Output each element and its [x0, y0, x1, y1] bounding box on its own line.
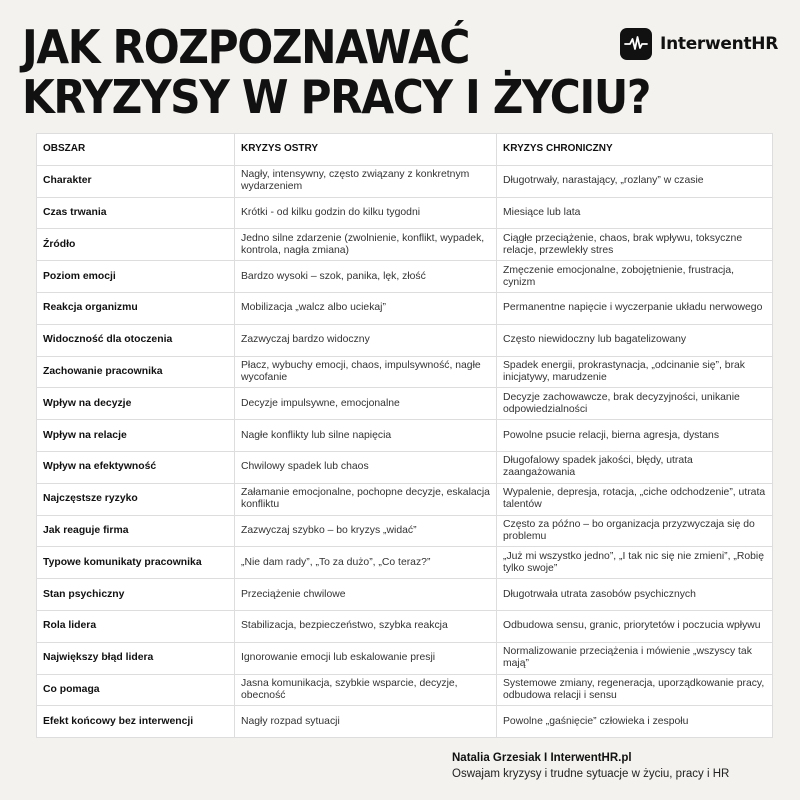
cell-chronic: Ciągłe przeciążenie, chaos, brak wpływu, toksyczne relacje, przewlekły stres [497, 229, 773, 261]
cell-chronic: Permanentne napięcie i wyczerpanie układu nerwowego [497, 292, 773, 324]
cell-chronic: Systemowe zmiany, regeneracja, uporządkowanie pracy, odbudowa relacji i sensu [497, 674, 773, 706]
cell-area: Co pomaga [37, 674, 235, 706]
cell-area: Efekt końcowy bez interwencji [37, 706, 235, 738]
cell-chronic: Często niewidoczny lub bagatelizowany [497, 324, 773, 356]
cell-acute: Decyzje impulsywne, emocjonalne [235, 388, 497, 420]
cell-chronic: Normalizowanie przeciążenia i mówienie „wszyscy tak mają” [497, 642, 773, 674]
table-row [37, 579, 773, 611]
cell-acute: Jasna komunikacja, szybkie wsparcie, decyzje, obecność [235, 674, 497, 706]
cell-chronic: Długotrwały, narastający, „rozlany” w czasie [497, 165, 773, 197]
table-header-row [37, 134, 773, 166]
header-acute: KRYZYS OSTRY [235, 134, 497, 166]
table-row [37, 229, 773, 261]
title-line-2: KRYZYSY W PRACY I ŻYCIU? [22, 70, 651, 124]
table-row [37, 165, 773, 197]
comparison-table-container [36, 133, 772, 738]
table-row [37, 420, 773, 452]
brand-name: InterwentHR [660, 34, 778, 54]
footer-tagline: Oswajam kryzysy i trudne sytuacje w życiu, pracy i HR [452, 768, 730, 780]
cell-chronic: Powolne psucie relacji, bierna agresja, dystans [497, 420, 773, 452]
cell-acute: Jedno silne zdarzenie (zwolnienie, konflikt, wypadek, kontrola, nagła zmiana) [235, 229, 497, 261]
cell-area: Typowe komunikaty pracownika [37, 547, 235, 579]
cell-area: Wpływ na decyzje [37, 388, 235, 420]
cell-area: Rola lidera [37, 610, 235, 642]
table-row [37, 261, 773, 293]
table-row [37, 197, 773, 229]
cell-acute: „Nie dam rady”, „To za dużo”, „Co teraz?” [235, 547, 497, 579]
cell-acute: Chwilowy spadek lub chaos [235, 451, 497, 483]
table-row [37, 388, 773, 420]
cell-acute: Zazwyczaj bardzo widoczny [235, 324, 497, 356]
cell-chronic: Zmęczenie emocjonalne, zobojętnienie, frustracja, cynizm [497, 261, 773, 293]
cell-acute: Stabilizacja, bezpieczeństwo, szybka reakcja [235, 610, 497, 642]
table-row [37, 706, 773, 738]
cell-acute: Nagłe konflikty lub silne napięcia [235, 420, 497, 452]
footer-author: Natalia Grzesiak I InterwentHR.pl [452, 752, 632, 764]
cell-chronic: Długotrwała utrata zasobów psychicznych [497, 579, 773, 611]
cell-area: Charakter [37, 165, 235, 197]
cell-acute: Nagły rozpad sytuacji [235, 706, 497, 738]
cell-area: Stan psychiczny [37, 579, 235, 611]
table-row [37, 674, 773, 706]
cell-area: Widoczność dla otoczenia [37, 324, 235, 356]
page-title [22, 22, 650, 122]
cell-chronic: Spadek energii, prokrastynacja, „odcinanie się”, brak inicjatywy, marudzenie [497, 356, 773, 388]
cell-acute: Krótki - od kilku godzin do kilku tygodni [235, 197, 497, 229]
cell-area: Jak reaguje firma [37, 515, 235, 547]
footer [452, 752, 729, 780]
cell-area: Wpływ na relacje [37, 420, 235, 452]
cell-acute: Ignorowanie emocji lub eskalowanie presji [235, 642, 497, 674]
brand-logo [620, 28, 778, 60]
cell-chronic: Często za późno – bo organizacja przyzwyczaja się do problemu [497, 515, 773, 547]
cell-chronic: Długofalowy spadek jakości, błędy, utrata zaangażowania [497, 451, 773, 483]
table-row [37, 483, 773, 515]
cell-acute: Zazwyczaj szybko – bo kryzys „widać” [235, 515, 497, 547]
cell-area: Wpływ na efektywność [37, 451, 235, 483]
table-row [37, 642, 773, 674]
title-line-1: JAK ROZPOZNAWAĆ [22, 20, 470, 74]
cell-area: Największy błąd lidera [37, 642, 235, 674]
header-chronic: KRYZYS CHRONICZNY [497, 134, 773, 166]
table-row [37, 356, 773, 388]
cell-chronic: „Już mi wszystko jedno”, „I tak nic się nie zmieni”, „Robię tylko swoje” [497, 547, 773, 579]
cell-acute: Przeciążenie chwilowe [235, 579, 497, 611]
cell-area: Reakcja organizmu [37, 292, 235, 324]
comparison-table [36, 133, 773, 738]
table-row [37, 324, 773, 356]
cell-area: Najczęstsze ryzyko [37, 483, 235, 515]
table-row [37, 547, 773, 579]
cell-area: Zachowanie pracownika [37, 356, 235, 388]
cell-chronic: Decyzje zachowawcze, brak decyzyjności, unikanie odpowiedzialności [497, 388, 773, 420]
cell-chronic: Wypalenie, depresja, rotacja, „ciche odchodzenie”, utrata talentów [497, 483, 773, 515]
header-area: OBSZAR [37, 134, 235, 166]
cell-area: Źródło [37, 229, 235, 261]
cell-acute: Mobilizacja „walcz albo uciekaj” [235, 292, 497, 324]
cell-acute: Płacz, wybuchy emocji, chaos, impulsywność, nagłe wycofanie [235, 356, 497, 388]
cell-acute: Bardzo wysoki – szok, panika, lęk, złość [235, 261, 497, 293]
table-row [37, 451, 773, 483]
heartbeat-icon [620, 28, 652, 60]
table-row [37, 515, 773, 547]
cell-acute: Załamanie emocjonalne, pochopne decyzje, eskalacja konfliktu [235, 483, 497, 515]
table-row [37, 610, 773, 642]
cell-chronic: Powolne „gaśnięcie” człowieka i zespołu [497, 706, 773, 738]
cell-chronic: Miesiące lub lata [497, 197, 773, 229]
cell-chronic: Odbudowa sensu, granic, priorytetów i poczucia wpływu [497, 610, 773, 642]
cell-area: Poziom emocji [37, 261, 235, 293]
cell-acute: Nagły, intensywny, często związany z konkretnym wydarzeniem [235, 165, 497, 197]
cell-area: Czas trwania [37, 197, 235, 229]
table-row [37, 292, 773, 324]
